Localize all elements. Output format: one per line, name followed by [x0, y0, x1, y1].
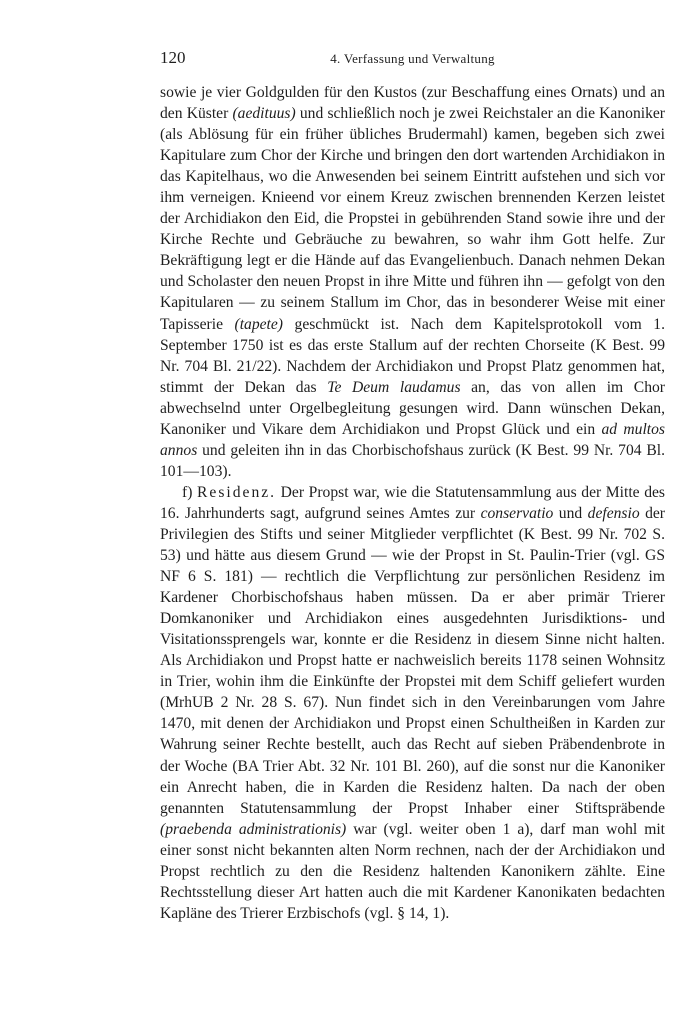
- text-run: und: [553, 504, 588, 522]
- body-text: [160, 82, 665, 924]
- italic-term: (tapete): [234, 315, 284, 333]
- section-letter: f): [182, 483, 197, 501]
- running-title: 4. Verfassung und Verwaltung: [330, 51, 495, 66]
- paragraph-continued: [160, 82, 665, 482]
- italic-term: (praebenda administrationis): [160, 820, 347, 838]
- italic-term: ad multos annos: [160, 420, 665, 459]
- text-run: und geleiten ihn in das Chorbischofshaus zurück (K Best. 99 Nr. 704 Bl. 101—103).: [160, 441, 665, 480]
- text-run: der Privilegien des Stifts und seiner Mitglieder verpflichtet (K Best. 99 Nr. 702 S. 53) und hätte aus diesem Grund — wie der Propst in St. Paulin-Trier (vgl. GS NF 6 S. 181) — rechtlich die Verpflichtung zur persönlichen Residenz im Kardener Chorbischofshaus haben müssen. Da er aber primär Trierer Domkanoniker und Archidiakon eines ausgedehnten Jurisdiktions- und Visitationssprengels war, konnte er die Residenz in diesem Sinne nicht halten. Als Archidiakon und Propst hatte er nachweislich bereits 1178 seinen Wohnsitz in Trier, wohin ihm die Einkünfte der Propstei mit dem Schiff geliefert wurden (MrhUB 2 Nr. 28 S. 67). Nun findet sich in den Vereinbarungen vom Jahre 1470, mit denen der Archidiakon und Propst einen Schultheißen in Karden zur Wahrung seiner Rechte bestellt, auch das Recht auf sieben Präbendenbrote in der Woche (BA Trier Abt. 32 Nr. 101 Bl. 260), auf die sonst nur die Kanoniker ein Anrecht haben, die in Karden die Residenz halten. Da nach der oben genannten Statutensammlung der Propst Inhaber einer Stiftspräbende: [160, 504, 665, 817]
- text-run: sowie je vier Goldgulden für den Kustos (zur Beschaffung eines Ornats) und an den Küster: [160, 84, 665, 123]
- text-run: und schließlich noch je zwei Reichstaler an die Kanoniker (als Ablösung für ein früher übliches Brudermahl) kamen, begeben sich zwei Kapitulare zum Chor der Kirche und bringen den dort wartenden Archidiakon in das Kapitelhaus, wo die Anwesenden bei seinem Eintritt aufstehen und sich vor ihm verneigen. Knieend vor einem Kreuz zwischen brennenden Kerzen leistet der Archidiakon den Eid, die Propstei in gebührenden Stand sowie ihre und der Kirche Rechte und Gebräuche zu bewahren, so wahr ihm Gott helfe. Zur Bekräftigung legt er die Hände auf das Evangelienbuch. Danach nehmen Dekan und Scholaster den neuen Propst in ihre Mitte und führen ihn — gefolgt von den Kapitularen — zu seinem Stallum im Chor, das in besonderer Weise mit einer Tapisserie: [160, 105, 665, 333]
- page-header: [160, 48, 665, 68]
- italic-term: Te Deum laudamus: [327, 378, 461, 396]
- italic-term: conservatio: [480, 504, 554, 522]
- italic-term: defensio: [587, 504, 640, 522]
- text-run: geschmückt ist. Nach dem Kapitelsprotokoll vom 1. September 1750 ist es das erste Stallum auf der rechten Chorseite (K Best. 99 Nr. 704 Bl. 21/22). Nachdem der Archidiakon und Propst Platz genommen hat, stimmt der Dekan das: [160, 315, 666, 396]
- page-number: 120: [160, 48, 186, 67]
- text-run: an, das von allen im Chor abwechselnd unter Orgelbegleitung gesungen wird. Dann wünschen Dekan, Kanoniker und Vikare dem Archidiakon und Propst Glück und ein: [160, 378, 665, 438]
- italic-term: (aedituus): [232, 105, 296, 123]
- text-run: Der Propst war, wie die Statutensammlung aus der Mitte des 16. Jahrhunderts sagt, aufgrund seines Amtes zur: [160, 483, 665, 522]
- paragraph-residenz: [160, 482, 665, 924]
- section-heading: Residenz.: [197, 483, 277, 501]
- text-run: war (vgl. weiter oben 1 a), darf man wohl mit einer sonst nicht bekannten alten Norm rechnen, nach der der Archidiakon und Propst rechtlich zu den die Residenz haltenden Kanonikern zählte. Eine Rechtsstellung dieser Art hatten auch die mit Kardener Kanonikaten bedachten Kapläne des Trierer Erzbischofs (vgl. § 14, 1).: [160, 820, 665, 922]
